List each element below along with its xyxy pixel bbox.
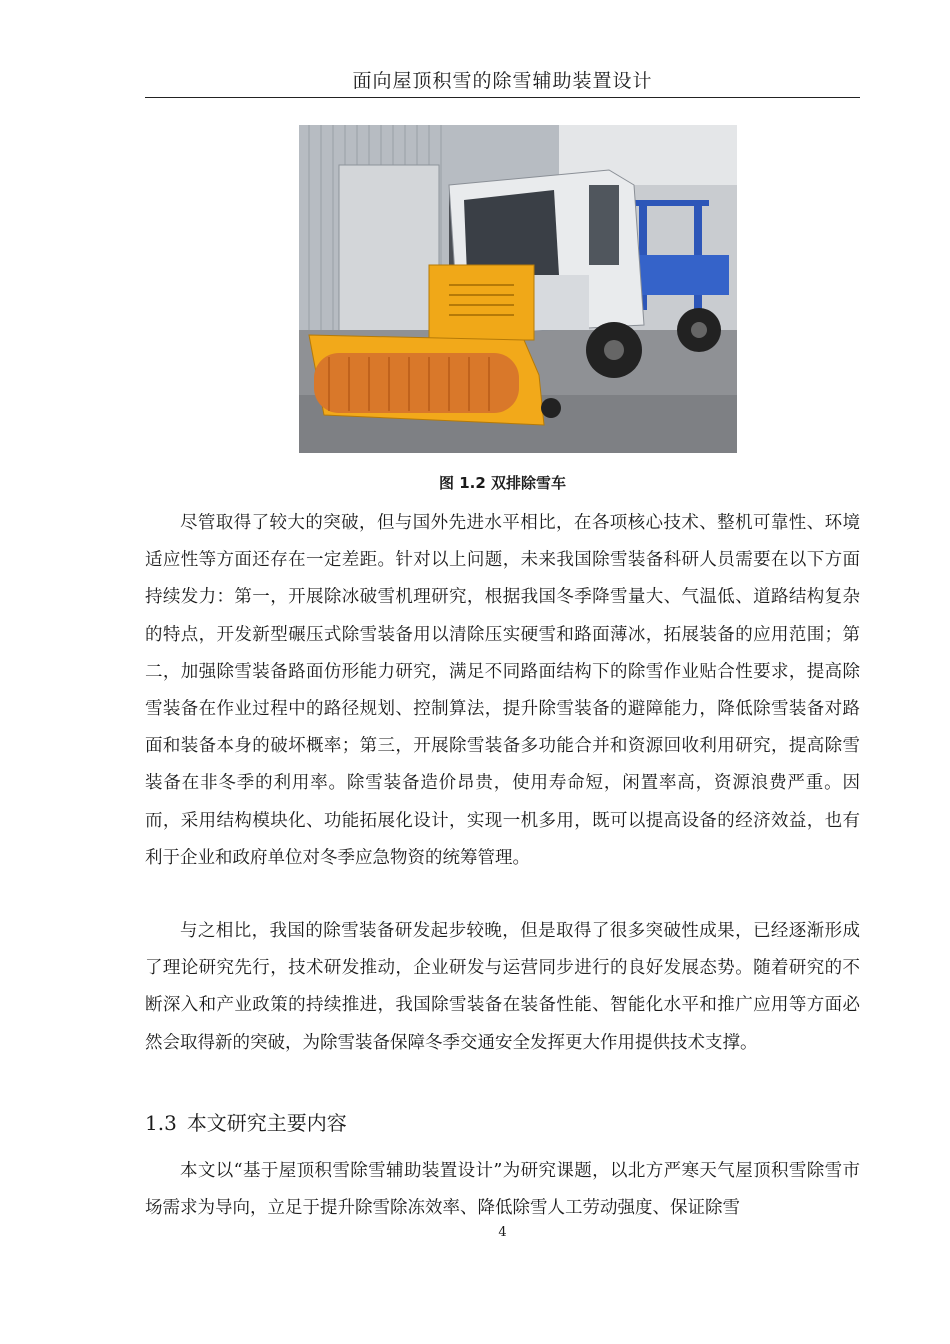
header-rule xyxy=(145,97,860,98)
snow-sweeper-photo xyxy=(299,125,737,453)
section-title: 本文研究主要内容 xyxy=(186,1111,347,1135)
paragraph: 本文以“基于屋顶积雪除雪辅助装置设计”为研究课题，以北方严寒天气屋顶积雪除雪市场需求为导向，立足于提升除雪除冻效率、降低除雪人工劳动强度、保证除雪 xyxy=(145,1161,860,1219)
page-number: 4 xyxy=(498,1225,507,1240)
running-header: 面向屋顶积雪的除雪辅助装置设计 xyxy=(352,70,653,92)
paragraph: 与之相比，我国的除雪装备研发起步较晚，但是取得了很多突破性成果，已经逐渐形成了理论研究先行，技术研发推动，企业研发与运营同步进行的良好发展态势。随着研究的不断深入和产业政策的持续推进，我国除雪装备在装备性能、智能化水平和推广应用等方面必然会取得新的突破，为除雪装备保障冬季交通安全发挥更大作用提供技术支撑。 xyxy=(145,921,860,1053)
section-number: 1.3 xyxy=(145,1111,177,1135)
paragraph: 尽管取得了较大的突破，但与国外先进水平相比，在各项核心技术、整机可靠性、环境适应性等方面还存在一定差距。针对以上问题，未来我国除雪装备科研人员需要在以下方面持续发力：第一，开展除冰破雪机理研究，根据我国冬季降雪量大、气温低、道路结构复杂的特点，开发新型碾压式除雪装备用以清除压实硬雪和路面薄冰，拓展装备的应用范围；第二，加强除雪装备路面仿形能力研究，满足不同路面结构下的除雪作业贴合性要求，提高除雪装备在作业过程中的路径规划、控制算法，提升除雪装备的避障能力，降低除雪装备对路面和装备本身的破坏概率；第三，开展除雪装备多功能合并和资源回收利用研究，提高除雪装备在非冬季的利用率。除雪装备造价昂贵，使用寿命短，闲置率高，资源浪费严重。因而，采用结构模块化、功能拓展化设计，实现一机多用，既可以提高设备的经济效益，也有利于企业和政府单位对冬季应急物资的统筹管理。 xyxy=(145,513,860,868)
section-heading xyxy=(145,1107,347,1136)
figure-caption: 图 1.2 双排除雪车 xyxy=(438,474,567,492)
